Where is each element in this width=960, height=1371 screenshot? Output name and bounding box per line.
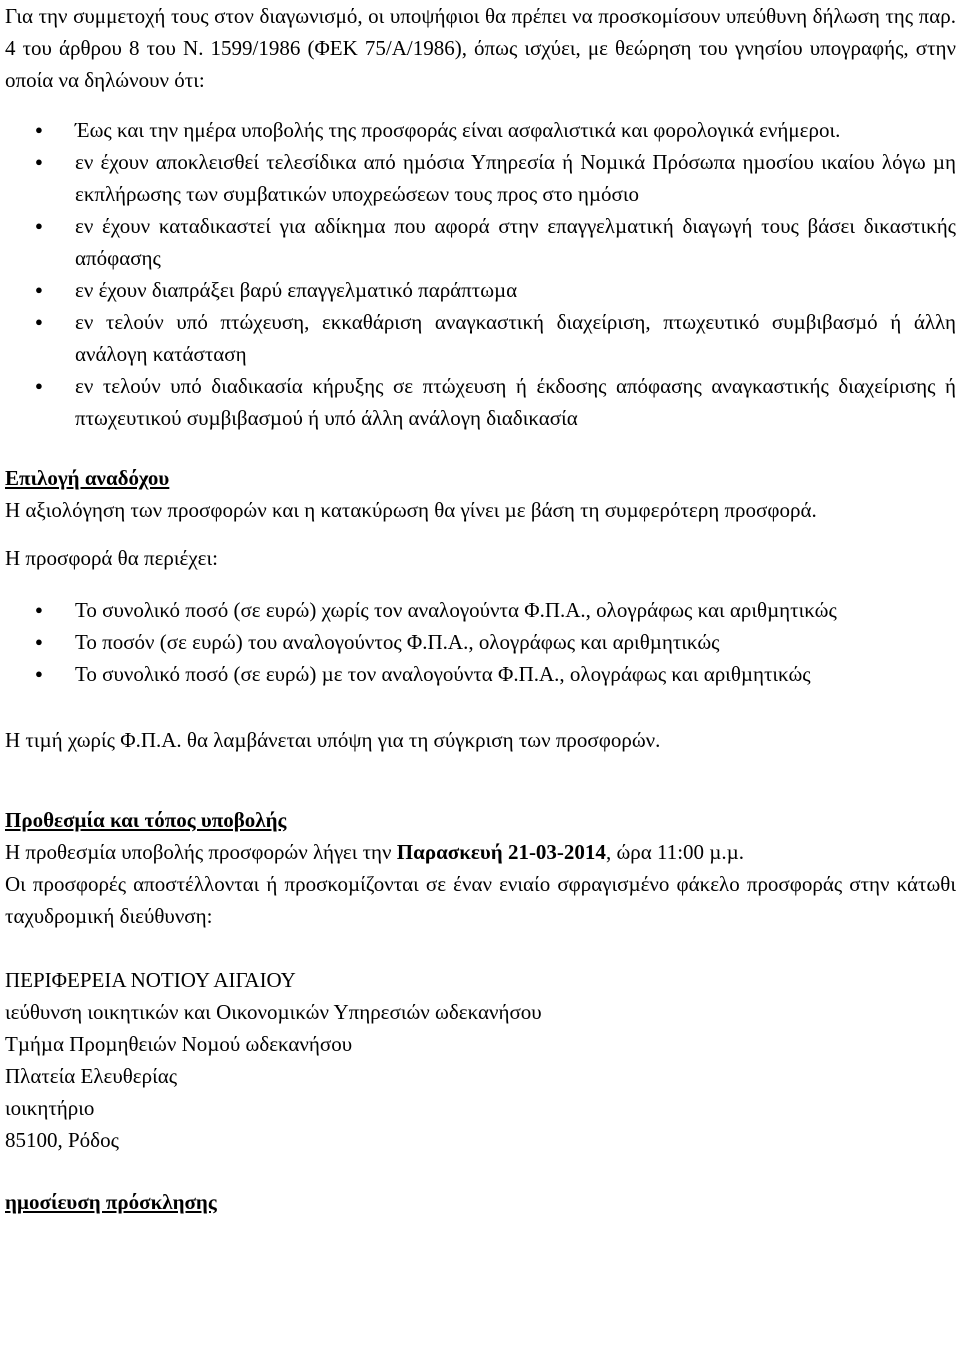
price-note: Η τιµή χωρίς Φ.Π.Α. θα λαµβάνεται υπόψη για τη σύγκριση των προσφορών. [5,728,661,752]
offer-intro: Η προσφορά θα περιέχει: [5,546,218,570]
publication-heading: ηµοσίευση πρόσκλησης [5,1190,217,1214]
list-item: ● εν έχουν αποκλεισθεί τελεσίδικα από ηµόσια Υπηρεσία ή Νοµικά Πρόσωπα ηµοσίου ικαίου λόγω µη εκπλήρωσης των συµβατικών υποχρεώσεων τους προς στο ηµόσιο [5,146,956,210]
address-line: ιεύθυνση ιοικητικών και Οικονοµικών Υπηρεσιών ωδεκανήσου [5,1000,542,1024]
list-item: ● Έως και την ημέρα υποβολής της προσφοράς είναι ασφαλιστικά και φορολογικά ενήμεροι. [5,114,956,146]
list-item: ● εν τελούν υπό διαδικασία κήρυξης σε πτώχευση ή έκδοσης απόφασης αναγκαστικής διαχείρισης ή πτωχευτικού συµβιβασµού ή υπό άλλη ανάλογη διαδικασία [5,370,956,434]
address-line: ΠΕΡΙΦΕΡΕΙΑ ΝΟΤΙΟΥ ΑΙΓΑΙΟΥ [5,968,296,992]
list-item: ● Το συνολικό ποσό (σε ευρώ) µε τον αναλογούντα Φ.Π.Α., ολογράφως και αριθµητικώς [5,658,956,690]
declarations-list [5,114,956,434]
list-item: ● Το ποσόν (σε ευρώ) του αναλογούντος Φ.Π.Α., ολογράφως και αριθµητικώς [5,626,956,658]
submission-text: Οι προσφορές αποστέλλονται ή προσκοµίζονται σε έναν ενιαίο σφραγισµένο φάκελο προσφοράς στην κάτωθι ταχυδροµική διεύθυνση: [5,872,956,928]
postal-address [5,964,956,1156]
deadline-date: 21-03-2014 [507,840,606,864]
deadline-text-after: , ώρα 11:00 µ.µ. [605,840,744,864]
list-item: ● Το συνολικό ποσό (σε ευρώ) χωρίς τον αναλογούντα Φ.Π.Α., ολογράφως και αριθµητικώς [5,594,956,626]
deadline-text [5,836,956,868]
address-line: ιοικητήριο [5,1096,95,1120]
deadline-day: Παρασκευή [396,840,503,864]
address-line: 85100, Ρόδος [5,1128,119,1152]
deadline-heading: Προθεσµία και τόπος υποβολής [5,808,287,832]
selection-text: Η αξιολόγηση των προσφορών και η κατακύρωση θα γίνει µε βάση τη συµφερότερη προσφορά. [5,498,817,522]
list-item: ● εν τελούν υπό πτώχευση, εκκαθάριση αναγκαστική διαχείριση, πτωχευτικό συµβιβασµό ή άλλη ανάλογη κατάσταση [5,306,956,370]
list-item: ● εν έχουν καταδικαστεί για αδίκηµα που αφορά στην επαγγελµατική διαγωγή τους βάσει δικαστικής απόφασης [5,210,956,274]
offer-items-list [5,594,956,690]
selection-heading: Επιλογή αναδόχου [5,466,170,490]
intro-paragraph: Για την συμμετοχή τους στον διαγωνισμό, οι υποψήφιοι θα πρέπει να προσκομίσουν υπεύθυνη δήλωση της παρ. 4 του άρθρου 8 του Ν. 1599/1986 (ΦΕΚ 75/Α/1986), όπως ισχύει, με θεώρηση του γνησίου υπογραφής, στην οποία να δηλώνουν ότι: [5,4,956,92]
address-line: Πλατεία Ελευθερίας [5,1064,178,1088]
list-item: ● εν έχουν διαπράξει βαρύ επαγγελµατικό παράπτωµα [5,274,956,306]
address-line: Τµήµα Προµηθειών Νοµού ωδεκανήσου [5,1032,353,1056]
deadline-text-before: Η προθεσµία υποβολής προσφορών λήγει την [5,840,397,864]
